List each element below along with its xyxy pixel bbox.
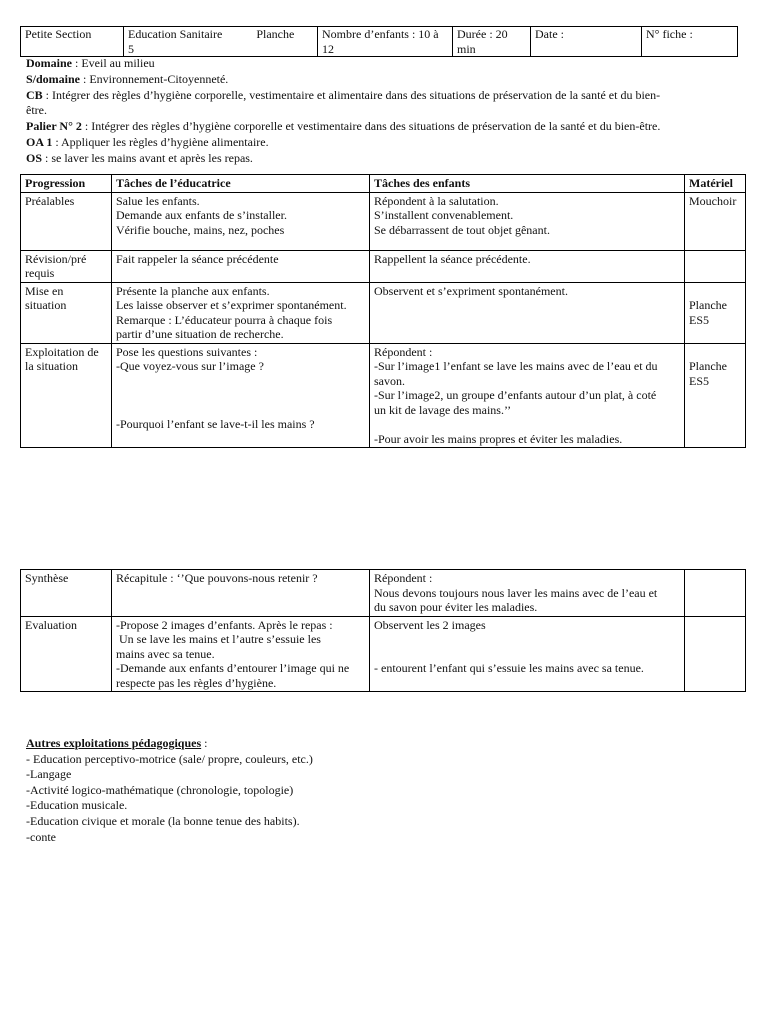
enfants-cell: Observent et s’expriment spontanément. bbox=[370, 282, 685, 343]
materiel-cell bbox=[685, 570, 746, 617]
sdomaine-line: S/domaine : Environnement-Citoyenneté. bbox=[26, 71, 229, 86]
enfants-cell: Répondent : -Sur l’image1 l’enfant se lave les mains avec de l’eau et du savon. -Sur l’image2, un groupe d’enfants autour d’un plat, à coté un kit de lavage des mains.’’ -Pour avoir les mains propres et éviter les maladies. bbox=[370, 343, 685, 448]
progression-cell: Evaluation bbox=[21, 616, 112, 692]
header-fiche: N° fiche : bbox=[642, 27, 738, 57]
list-item: - Education perceptivo-motrice (sale/ propre, couleurs, etc.) bbox=[26, 751, 313, 766]
cb-line: CB : Intégrer des règles d’hygiène corporelle, vestimentaire et alimentaire dans des situations de préservation de la santé et du bien- être. bbox=[26, 87, 661, 118]
header-section: Petite Section bbox=[21, 27, 124, 57]
table-row bbox=[21, 282, 746, 343]
educatrice-cell: Pose les questions suivantes : -Que voyez-vous sur l’image ? -Pourquoi l’enfant se lave-t-il les mains ? bbox=[112, 343, 370, 448]
header-table bbox=[20, 26, 738, 57]
materiel-cell: Planche ES5 bbox=[685, 282, 746, 343]
progression-cell: Révision/pré requis bbox=[21, 250, 112, 282]
domaine-line: Domaine : Eveil au milieu bbox=[26, 56, 155, 70]
lesson-table bbox=[20, 174, 746, 448]
list-item: -Education civique et morale (la bonne tenue des habits). bbox=[26, 813, 300, 828]
educatrice-cell: Fait rappeler la séance précédente bbox=[112, 250, 370, 282]
enfants-cell: Rappellent la séance précédente. bbox=[370, 250, 685, 282]
os-line: OS : se laver les mains avant et après les repas. bbox=[26, 150, 253, 165]
col-header-enfants: Tâches des enfants bbox=[370, 175, 685, 193]
col-header-materiel: Matériel bbox=[685, 175, 746, 193]
lesson-table-continued bbox=[20, 569, 746, 692]
progression-cell: Préalables bbox=[21, 192, 112, 250]
educatrice-cell: Présente la planche aux enfants. Les laisse observer et s’exprimer spontanément. Remarque : L’éducateur pourra à chaque fois partir d’une situation de recherche. bbox=[112, 282, 370, 343]
educatrice-cell: -Propose 2 images d’enfants. Après le repas : Un se lave les mains et l’autre s’essuie les mains avec sa tenue. -Demande aux enfants d’entourer l’image qui ne respecte pas les règles d’hygiène. bbox=[112, 616, 370, 692]
table-row bbox=[21, 343, 746, 448]
list-item: -Activité logico-mathématique (chronologie, topologie) bbox=[26, 782, 294, 797]
educatrice-cell: Salue les enfants. Demande aux enfants de s’installer. Vérifie bouche, mains, nez, poches bbox=[112, 192, 370, 250]
educatrice-cell: Récapitule : ‘’Que pouvons-nous retenir ? bbox=[112, 570, 370, 617]
materiel-cell bbox=[685, 616, 746, 692]
list-item: -Langage bbox=[26, 767, 72, 782]
header-duration: Durée : 20 min bbox=[453, 27, 531, 57]
table-row bbox=[21, 570, 746, 617]
list-item: -Education musicale. bbox=[26, 798, 128, 813]
autres-title: Autres exploitations pédagogiques : bbox=[26, 736, 208, 750]
enfants-cell: Répondent : Nous devons toujours nous laver les mains avec de l’eau et du savon pour éviter les maladies. bbox=[370, 570, 685, 617]
col-header-progression: Progression bbox=[21, 175, 112, 193]
enfants-cell: Répondent à la salutation. S’installent convenablement. Se débarrassent de tout objet gênant. bbox=[370, 192, 685, 250]
oa-line: OA 1 : Appliquer les règles d’hygiène alimentaire. bbox=[26, 134, 269, 149]
progression-cell: Exploitation de la situation bbox=[21, 343, 112, 448]
col-header-educatrice: Tâches de l’éducatrice bbox=[112, 175, 370, 193]
materiel-cell: Mouchoir bbox=[685, 192, 746, 250]
enfants-cell: Observent les 2 images - entourent l’enfant qui s’essuie les mains avec sa tenue. bbox=[370, 616, 685, 692]
info-block bbox=[26, 56, 726, 167]
list-item: -conte bbox=[26, 829, 56, 844]
table-row bbox=[21, 250, 746, 282]
progression-cell: Mise en situation bbox=[21, 282, 112, 343]
materiel-cell bbox=[685, 250, 746, 282]
autres-exploitations bbox=[26, 736, 726, 845]
header-children-count: Nombre d’enfants : 10 à 12 bbox=[318, 27, 453, 57]
header-date: Date : bbox=[531, 27, 642, 57]
progression-cell: Synthèse bbox=[21, 570, 112, 617]
header-subject: Education Sanitaire Planche 5 bbox=[124, 27, 318, 57]
table-row bbox=[21, 616, 746, 692]
palier-line: Palier N° 2 : Intégrer des règles d’hygiène corporelle et vestimentaire dans des situations de préservation de la santé et du bien-être. bbox=[26, 119, 661, 134]
table-row bbox=[21, 192, 746, 250]
lesson-table-header bbox=[21, 175, 746, 193]
materiel-cell: Planche ES5 bbox=[685, 343, 746, 448]
